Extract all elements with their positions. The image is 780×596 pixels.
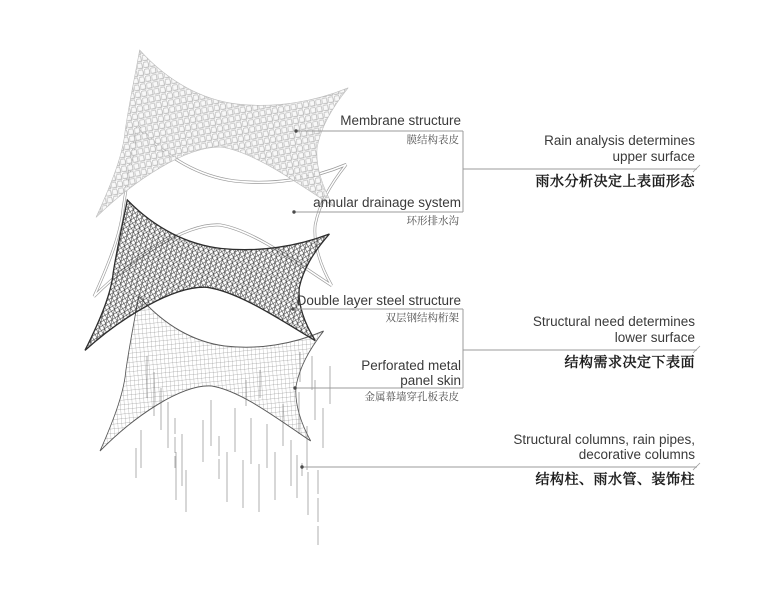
label-annular-drainage-en: annular drainage system bbox=[313, 195, 461, 210]
annotation-upper-surface-line2: upper surface bbox=[612, 149, 695, 164]
annotation-columns-line2: decorative columns bbox=[578, 447, 695, 462]
label-perforated-panel-en: Perforated metal panel skin bbox=[361, 358, 461, 388]
label-membrane-zh: 膜结构表皮 bbox=[406, 134, 459, 146]
annotation-lower-surface-en bbox=[533, 314, 695, 346]
label-membrane-en: Membrane structure bbox=[340, 113, 461, 128]
annotation-columns-en bbox=[513, 432, 695, 462]
annotation-columns-zh: 结构柱、雨水管、装饰柱 bbox=[535, 471, 695, 487]
annotation-lower-surface-line1: Structural need determines bbox=[532, 314, 695, 329]
label-perforated-panel-zh: 金属幕墙穿孔板表皮 bbox=[364, 391, 459, 403]
label-steel-structure-zh: 双层钢结构桁架 bbox=[385, 312, 459, 324]
annotation-upper-surface-en bbox=[544, 133, 695, 165]
annotation-upper-surface-line1: Rain analysis determines bbox=[544, 133, 695, 148]
annotation-upper-surface-zh: 雨水分析决定上表面形态 bbox=[535, 173, 695, 189]
annotation-lower-surface-zh: 结构需求决定下表面 bbox=[564, 354, 695, 370]
annotation-lower-surface-line2: lower surface bbox=[614, 330, 695, 345]
label-annular-drainage-zh: 环形排水沟 bbox=[406, 215, 459, 227]
annotation-columns-line1: Structural columns, rain pipes, bbox=[513, 432, 695, 447]
label-steel-structure-en: Double layer steel structure bbox=[296, 293, 461, 308]
membrane-layer-drawing bbox=[96, 50, 348, 217]
